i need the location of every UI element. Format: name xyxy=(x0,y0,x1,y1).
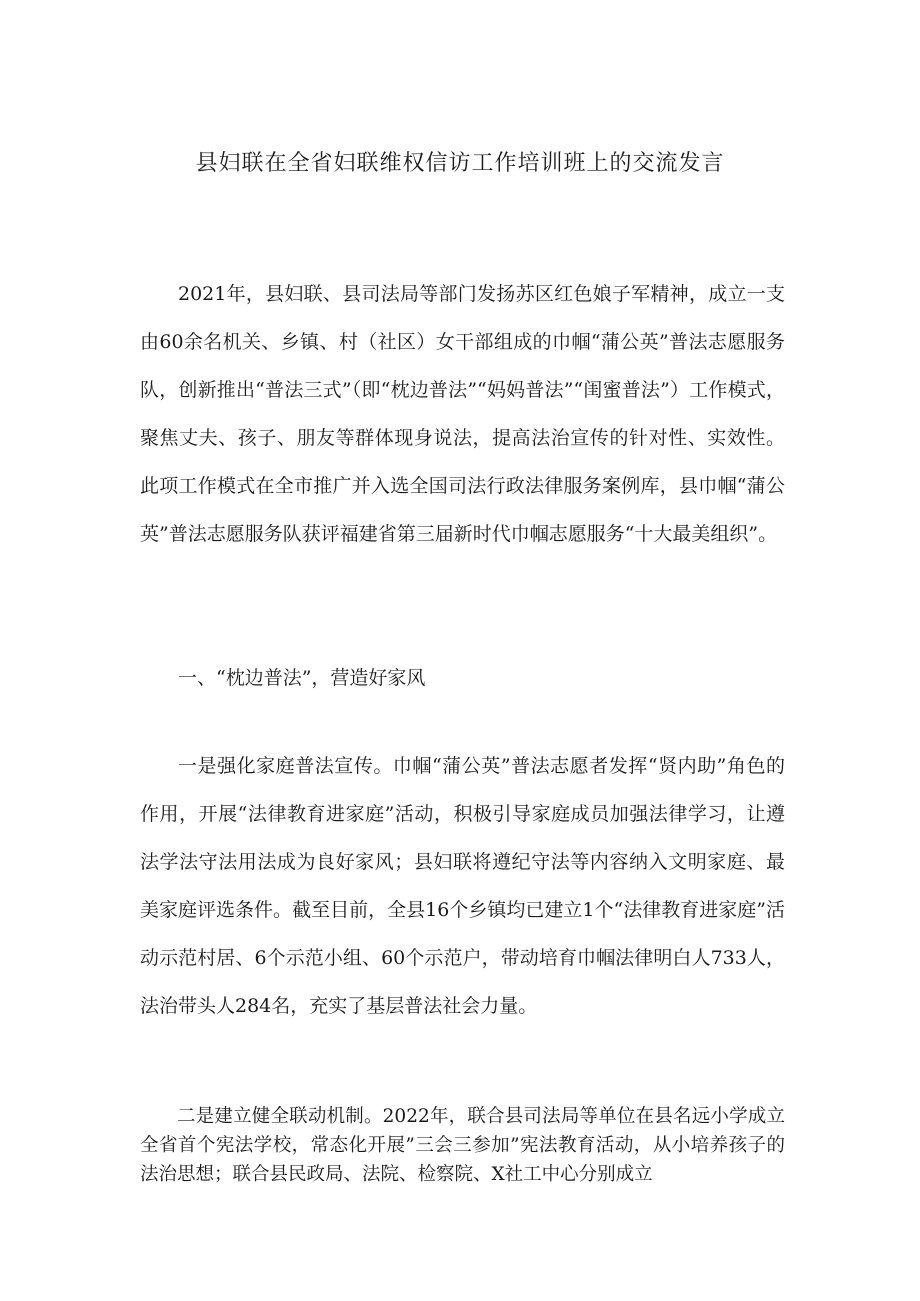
intro-paragraph: 2021年，县妇联、县司法局等部门发扬苏区红色娘子军精神，成立一支由60余名机关、乡镇、村（社区）女干部组成的巾帼“蒲公英”普法志愿服务队，创新推出“普法三式”（即“枕边普法”“妈妈普法”“闺蜜普法”）工作模式，聚焦丈夫、孩子、朋友等群体现身说法，提高法治宣传的针对性、实效性。此项工作模式在全市推广并入选全国司法行政法律服务案例库，县巾帼“蒲公英”普法志愿服务队获评福建省第三届新时代巾帼志愿服务“十大最美组织”。 xyxy=(140,283,785,545)
point-1-paragraph: 一是强化家庭普法宣传。巾帼“蒲公英”普法志愿者发挥“贤内助”角色的作用，开展“法律教育进家庭”活动，积极引导家庭成员加强法律学习，让遵法学法守法用法成为良好家风；县妇联将遵纪守法等内容纳入文明家庭、最美家庭评选条件。截至目前，全县16个乡镇均已建立1个“法律教育进家庭”活动示范村居、6个示范小组、60个示范户，带动培育巾帼法律明白人733人，法治带头人284名，充实了基层普法社会力量。 xyxy=(140,755,785,1017)
document-title: 县妇联在全省妇联维权信访工作培训班上的交流发言 xyxy=(195,151,725,176)
section-heading-1: 一、“枕边普法”，营造好家风 xyxy=(178,667,426,689)
point-2-paragraph: 二是建立健全联动机制。2022年，联合县司法局等单位在县名远小学成立全省首个宪法学校，常态化开展”三会三参加”宪法教育活动，从小培养孩子的法治思想；联合县民政局、法院、检察院、X社工中心分别成立 xyxy=(140,1106,785,1185)
